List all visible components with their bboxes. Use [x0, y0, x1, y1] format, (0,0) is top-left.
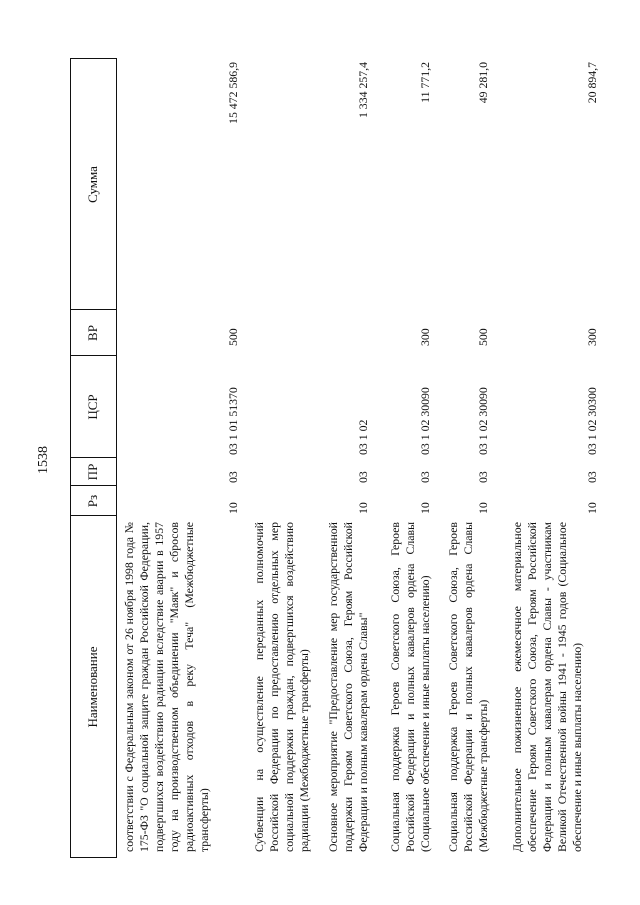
- row-rz: 10: [585, 502, 599, 514]
- row-pr: 03: [226, 471, 240, 483]
- row-sum: 1 334 257,4: [356, 62, 370, 119]
- row-name: Социальная поддержка Героев Советского Союза, Героев Российской Федерации и полных кавалеров ордена Славы (Межбюджетные трансферты): [446, 522, 490, 852]
- row-pr: 03: [476, 471, 490, 483]
- table-row: [510, 58, 608, 858]
- table-row: [446, 58, 506, 858]
- row-rz: 10: [356, 502, 370, 514]
- page-number: 1538: [36, 446, 51, 474]
- row-sum: 49 281,0: [476, 62, 490, 104]
- row-csr: 03 1 01 51370: [226, 387, 240, 455]
- row-name: Основное мероприятие "Предоставление мер государственной поддержки Героям Советского Союза, Героям Российской Федерации и полным кавалерам ордена Славы": [326, 522, 370, 852]
- table-row: [326, 58, 388, 858]
- table-row: [122, 58, 248, 858]
- row-pr: 03: [418, 471, 432, 483]
- row-rz: 10: [226, 502, 240, 514]
- budget-table: [70, 58, 610, 858]
- row-name: соответствии с Федеральным законом от 26 ноября 1998 года № 175-ФЗ "О социальной защите граждан Российской Федерации, подвергшихся воздействию радиации вследствие аварии в 1957 году на производственном объединении "Маяк" и сбросов радиоактивных отходов в реку Теча" (Межбюджетные трансферты): [122, 522, 211, 852]
- row-rz: 10: [418, 502, 432, 514]
- row-vr: 300: [418, 328, 432, 346]
- table-row: [252, 58, 324, 858]
- header-name: Наименование: [85, 646, 100, 728]
- header-rz: Рз: [85, 494, 100, 508]
- row-csr: 03 1 02: [356, 419, 370, 455]
- row-name: Социальная поддержка Героев Советского Союза, Героев Российской Федерации и полных кавалеров ордена Славы (Социальное обеспечение и иные выплаты населению): [388, 522, 432, 852]
- row-pr: 03: [356, 471, 370, 483]
- row-sum: 15 472 586,9: [226, 62, 240, 124]
- row-csr: 03 1 02 30090: [418, 387, 432, 455]
- header-sum: Сумма: [85, 166, 100, 203]
- header-vr: ВР: [85, 325, 100, 341]
- row-csr: 03 1 02 30300: [585, 387, 599, 455]
- row-name: Субвенции на осуществление переданных полномочий Российской Федерации по предоставлению отдельных мер социальной поддержки граждан, подвергшихся воздействию радиации (Межбюджетные трансферты): [252, 522, 311, 852]
- row-vr: 500: [476, 328, 490, 346]
- header-pr: ПР: [85, 463, 100, 481]
- row-pr: 03: [585, 471, 599, 483]
- row-sum: 20 894,7: [585, 62, 599, 104]
- row-name: Дополнительное пожизненное ежемесячное материальное обеспечение Героям Советского Союза, Героям Российской Федерации и полным кавалерам ордена Славы - участникам Великой Отечественной войны 1941 - 1945 годов (Социальное обеспечение и иные выплаты населению): [510, 522, 584, 852]
- row-rz: 10: [476, 502, 490, 514]
- border-header-bottom: [116, 58, 117, 858]
- row-vr: 500: [226, 328, 240, 346]
- header-csr: ЦСР: [85, 394, 100, 420]
- row-vr: 300: [585, 328, 599, 346]
- table-row: [388, 58, 444, 858]
- row-csr: 03 1 02 30090: [476, 387, 490, 455]
- row-sum: 11 771,2: [418, 62, 432, 103]
